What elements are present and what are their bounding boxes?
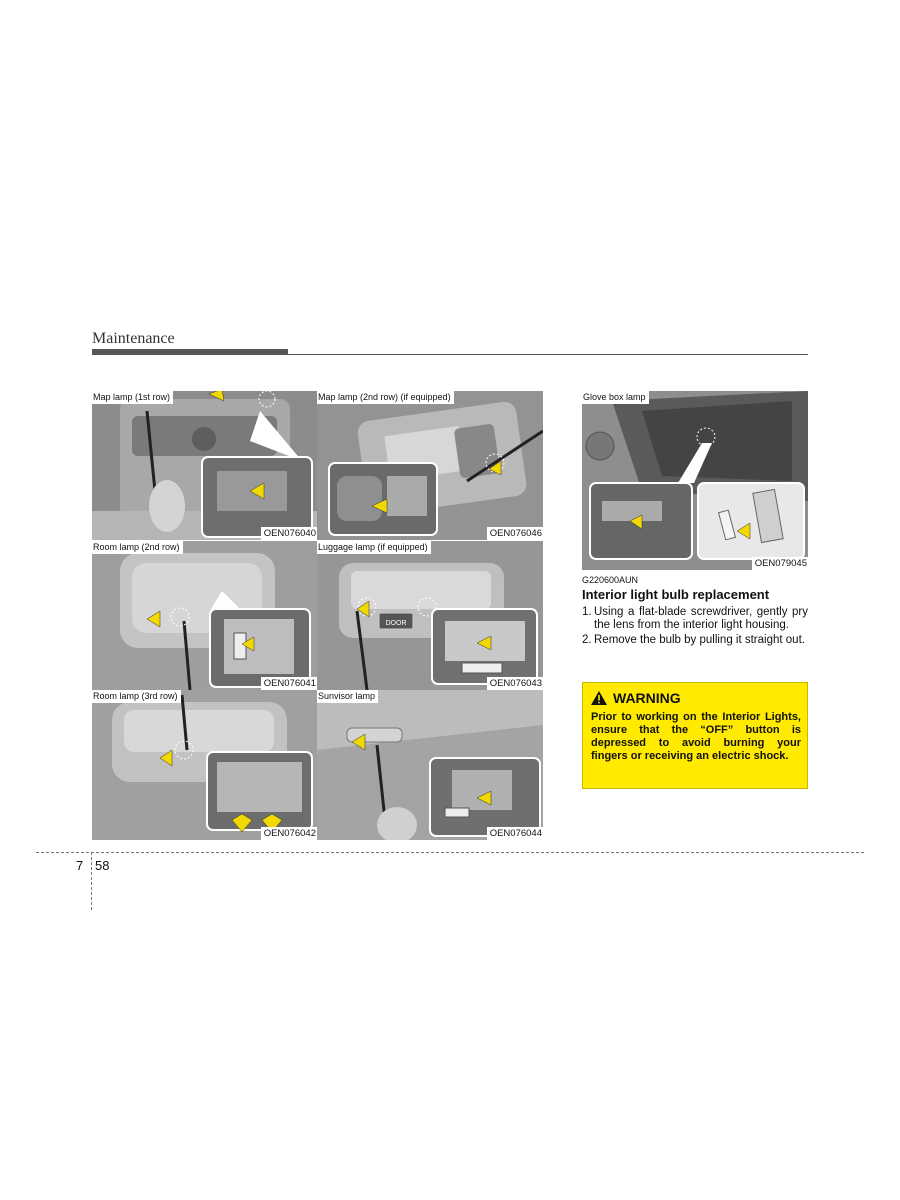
photo-caption: Sunvisor lamp: [317, 690, 378, 703]
warning-header: [591, 690, 681, 706]
photo-map-lamp-2nd-row: [317, 391, 543, 540]
step-item: [582, 634, 808, 647]
glove-box-lamp-illustration: [582, 391, 808, 570]
sunvisor-lamp-illustration: [317, 690, 543, 840]
photo-code: OEN076043: [487, 677, 543, 690]
photo-code: OEN076046: [487, 527, 543, 540]
step-text: Using a flat-blade screwdriver, gently pry the lens from the interior light housing.: [594, 606, 808, 631]
photo-room-lamp-3rd-row: [92, 690, 317, 840]
header-title: Maintenance: [92, 330, 175, 347]
step-number: 1.: [582, 606, 592, 618]
photo-caption: Map lamp (2nd row) (if equipped): [317, 391, 454, 404]
photo-glove-box-lamp: [582, 391, 808, 570]
document-code: G220600AUN: [582, 575, 639, 585]
warning-body: Prior to working on the Interior Lights, ensure that the “OFF” button is depressed to avoid burning your fingers or receiving an electric shock.: [591, 711, 801, 762]
photo-caption: Room lamp (2nd row): [92, 541, 183, 554]
warning-triangle-icon: [591, 691, 607, 705]
map-lamp-2nd-row-illustration: [317, 391, 543, 540]
room-lamp-3rd-row-illustration: [92, 690, 317, 840]
photo-code: OEN076044: [487, 827, 543, 840]
page-number: 58: [95, 858, 110, 873]
photo-code: OEN079045: [752, 557, 808, 570]
photo-caption: Map lamp (1st row): [92, 391, 173, 404]
photo-code: OEN076042: [261, 827, 317, 840]
photo-code: OEN076041: [261, 677, 317, 690]
header-rule: [92, 354, 808, 355]
warning-box: [582, 682, 808, 789]
warning-title: WARNING: [613, 690, 681, 706]
page-chapter-number: 7: [76, 858, 84, 873]
footer-divider: [36, 852, 864, 853]
step-number: 2.: [582, 634, 592, 646]
photo-caption: Glove box lamp: [582, 391, 649, 404]
photo-caption: Room lamp (3rd row): [92, 690, 181, 703]
step-item: [582, 606, 808, 632]
map-lamp-1st-row-illustration: [92, 391, 317, 540]
photo-room-lamp-2nd-row: [92, 541, 317, 690]
photo-luggage-lamp: [317, 541, 543, 690]
door-switch-label: DOOR: [385, 620, 407, 627]
step-text: Remove the bulb by pulling it straight out.: [594, 634, 805, 646]
section-title: Interior light bulb replacement: [582, 587, 770, 602]
photo-sunvisor-lamp: [317, 690, 543, 840]
room-lamp-2nd-row-illustration: [92, 541, 317, 690]
luggage-lamp-illustration: [317, 541, 543, 690]
photo-map-lamp-1st-row: [92, 391, 317, 540]
footer-vertical-divider: [91, 852, 92, 910]
photo-code: OEN076040: [261, 527, 317, 540]
photo-caption: Luggage lamp (if equipped): [317, 541, 431, 554]
instruction-steps: [582, 606, 808, 649]
